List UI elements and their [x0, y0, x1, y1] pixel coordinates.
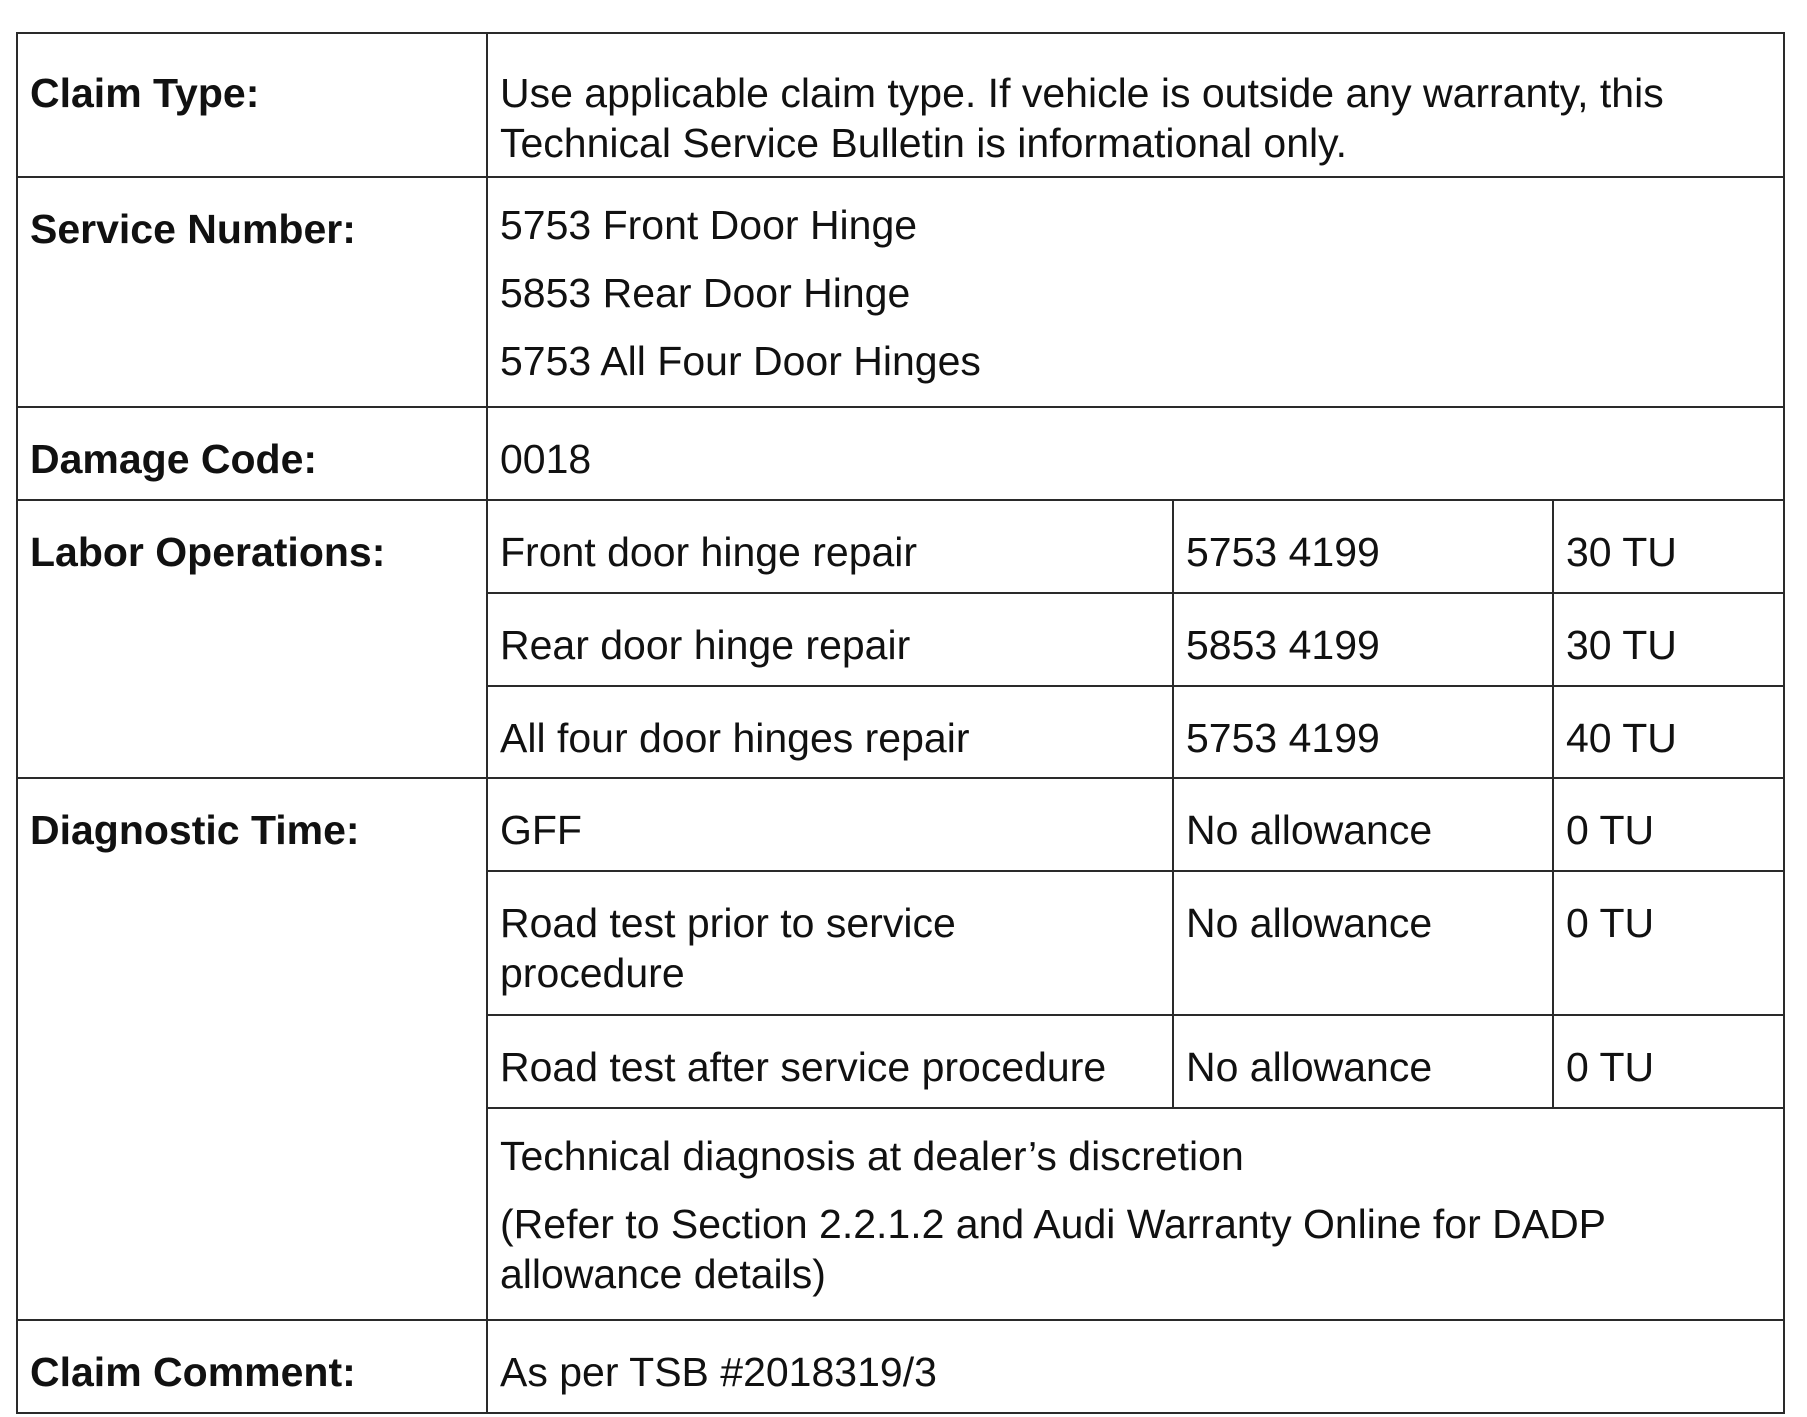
diagnostic-note-line-1: Technical diagnosis at dealer’s discretion: [500, 1133, 1244, 1179]
diagnostic-time-label: Diagnostic Time:: [17, 778, 487, 1320]
diagnostic-time: 0 TU: [1553, 1015, 1784, 1108]
labor-operation-row: [17, 500, 1784, 593]
diagnostic-time: 0 TU: [1553, 871, 1784, 1015]
labor-time: 30 TU: [1553, 500, 1784, 593]
damage-code-value: 0018: [487, 407, 1784, 500]
claim-type-value: [487, 33, 1784, 177]
diagnostic-description-line-2: procedure: [500, 950, 685, 996]
labor-description: Rear door hinge repair: [487, 593, 1173, 686]
service-number-row: [17, 177, 1784, 407]
claim-type-text-line-1: Use applicable claim type. If vehicle is outside any warranty, this: [500, 70, 1664, 116]
diagnostic-description: Road test after service procedure: [487, 1015, 1173, 1108]
claim-info-table: [16, 32, 1785, 1414]
service-number-label: Service Number:: [17, 177, 487, 407]
labor-code: 5753 4199: [1173, 500, 1553, 593]
diagnostic-code: No allowance: [1173, 871, 1553, 1015]
diagnostic-description-line-1: Road test prior to service: [500, 900, 956, 946]
service-number-item: 5753 Front Door Hinge: [500, 202, 918, 248]
claim-comment-value: As per TSB #2018319/3: [487, 1320, 1784, 1413]
diagnostic-description: [487, 871, 1173, 1015]
labor-time: 30 TU: [1553, 593, 1784, 686]
labor-description: Front door hinge repair: [487, 500, 1173, 593]
claim-type-label: Claim Type:: [17, 33, 487, 177]
labor-operations-label: Labor Operations:: [17, 500, 487, 778]
damage-code-label: Damage Code:: [17, 407, 487, 500]
claim-comment-label: Claim Comment:: [17, 1320, 487, 1413]
diagnostic-code: No allowance: [1173, 778, 1553, 871]
diagnostic-note: [487, 1108, 1784, 1320]
diagnostic-note-line-3: allowance details): [500, 1251, 826, 1297]
claim-type-text-line-2: Technical Service Bulletin is informational only.: [500, 120, 1347, 166]
labor-code: 5853 4199: [1173, 593, 1553, 686]
service-number-item: 5853 Rear Door Hinge: [500, 270, 911, 316]
diagnostic-time-row: [17, 778, 1784, 871]
labor-description: All four door hinges repair: [487, 686, 1173, 778]
labor-time: 40 TU: [1553, 686, 1784, 778]
claim-type-row: [17, 33, 1784, 177]
claim-comment-row: [17, 1320, 1784, 1413]
service-number-item: 5753 All Four Door Hinges: [500, 338, 981, 384]
diagnostic-description: GFF: [487, 778, 1173, 871]
diagnostic-time: 0 TU: [1553, 778, 1784, 871]
service-number-value: [487, 177, 1784, 407]
damage-code-row: [17, 407, 1784, 500]
diagnostic-note-line-2: (Refer to Section 2.2.1.2 and Audi Warranty Online for DADP: [500, 1201, 1607, 1247]
labor-code: 5753 4199: [1173, 686, 1553, 778]
diagnostic-code: No allowance: [1173, 1015, 1553, 1108]
